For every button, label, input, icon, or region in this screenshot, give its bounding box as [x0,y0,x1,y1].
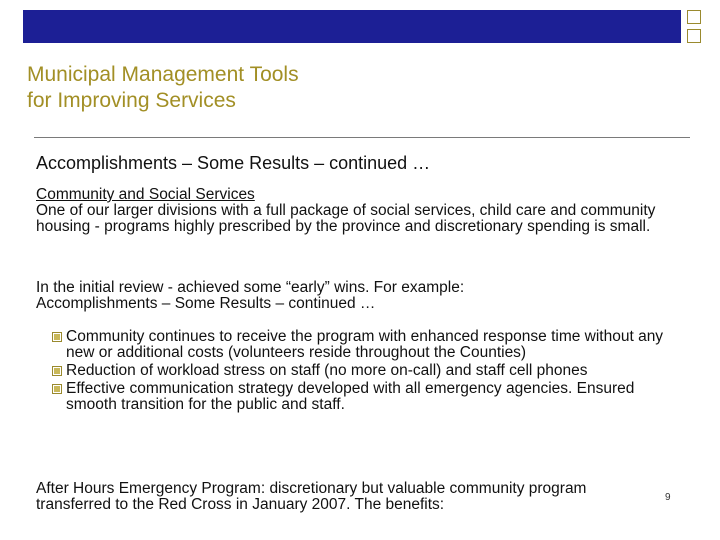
list-item [30,381,680,413]
bullet-text: Community continues to receive the program with enhanced response time without any new or additional costs (volunteers reside throughout the Counties) [66,328,664,361]
square-decoration-icon [687,10,701,24]
bullet-text: Reduction of workload stress on staff (no more on-call) and staff cell phones [66,362,588,379]
divider [34,137,690,138]
section-heading: Community and Social Services [36,186,255,203]
review-line-1: In the initial review - achieved some “early” wins. For example: [36,279,465,296]
review-block [36,280,676,312]
checkbox-bullet-icon [52,384,62,394]
corner-decoration [687,10,701,43]
intro-paragraph: One of our larger divisions with a full package of social services, child care and community housing - programs highly prescribed by the province and discretionary spending is small. [36,202,656,235]
bullet-list [30,329,680,415]
square-decoration-icon [687,29,701,43]
title-line-2: for Improving Services [27,89,236,112]
checkbox-bullet-icon [52,332,62,342]
page-number: 9 [665,492,671,503]
list-item [30,329,680,361]
slide-title [27,62,627,114]
bullet-text: Effective communication strategy developed with all emergency agencies. Ensured smooth transition for the public and staff. [66,380,635,413]
closing-paragraph: After Hours Emergency Program: discretionary but valuable community program transferred to the Red Cross in January 2007. The benefits: [36,480,587,513]
review-line-2: Accomplishments – Some Results – continued … [36,295,376,312]
slide-subtitle: Accomplishments – Some Results – continued … [36,153,431,173]
header-bar [23,10,681,43]
checkbox-bullet-icon [52,366,62,376]
intro-block [36,187,676,235]
list-item [30,363,680,379]
title-line-1: Municipal Management Tools [27,63,299,86]
